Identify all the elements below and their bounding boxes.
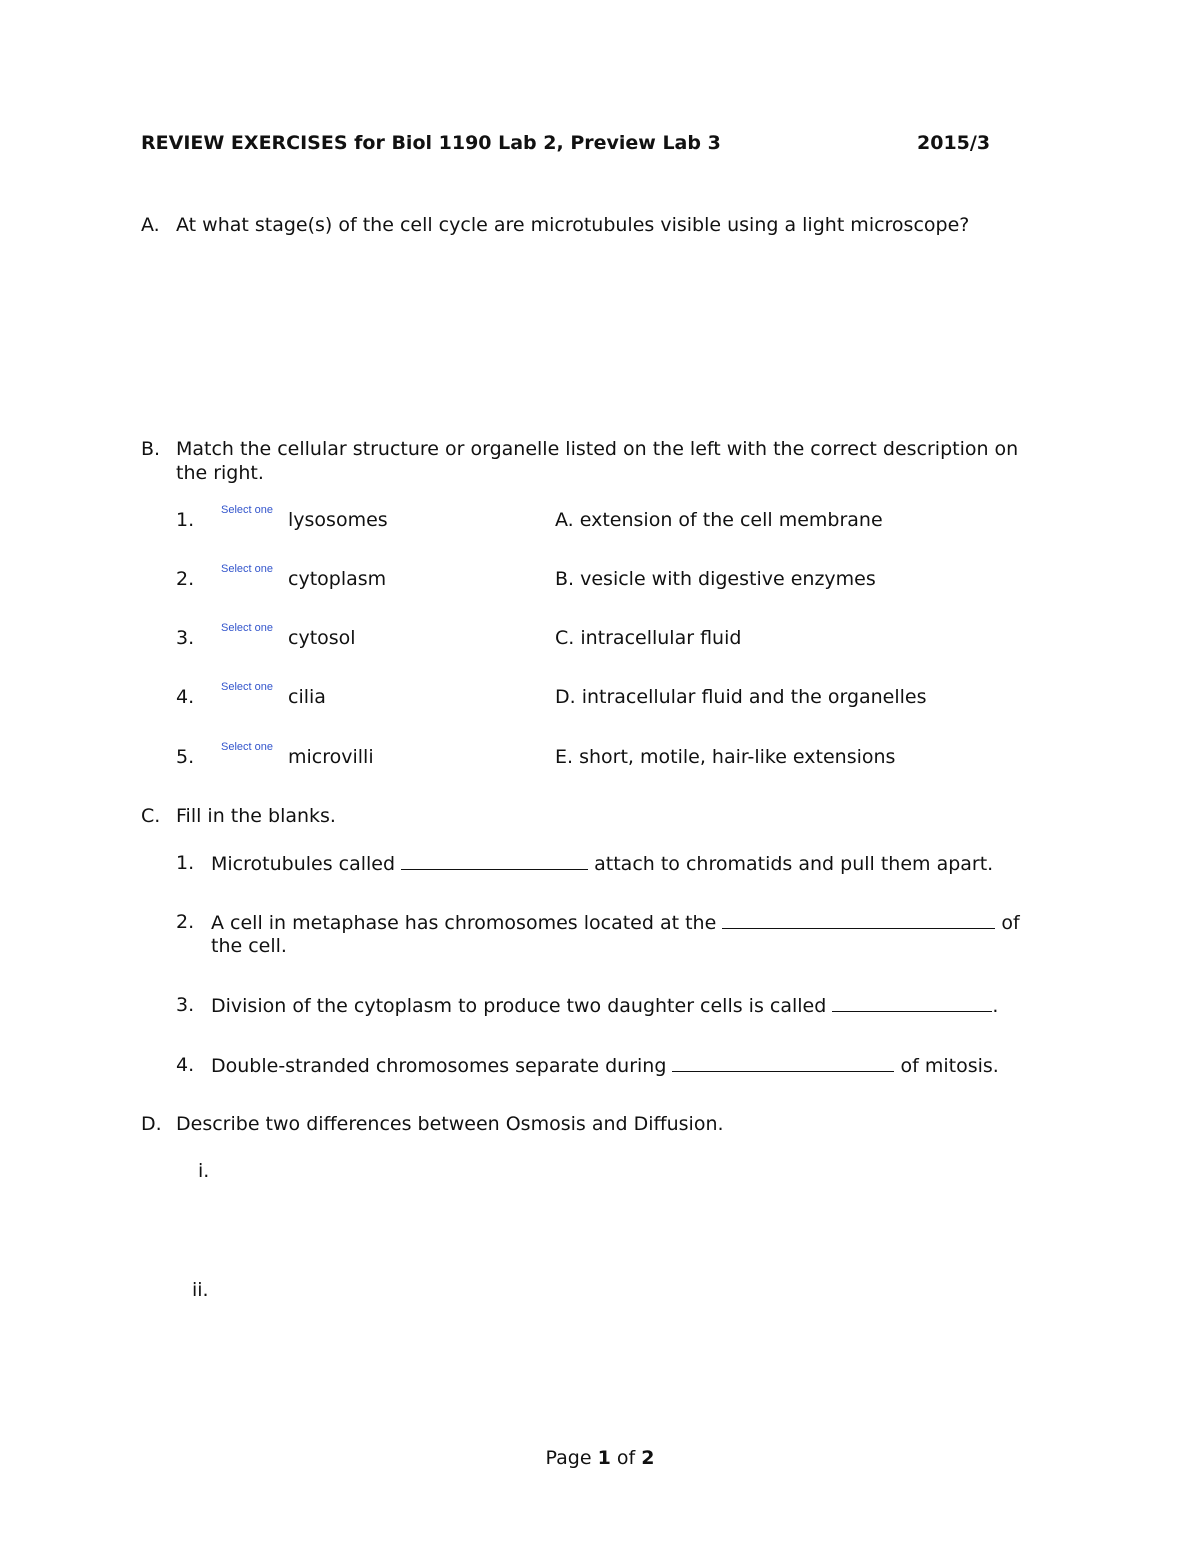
match-term: lysosomes — [288, 509, 388, 531]
answer-blank[interactable] — [401, 851, 588, 870]
page-number — [0, 1446, 1200, 1470]
select-one-dropdown[interactable]: Select one — [221, 504, 273, 516]
select-one-dropdown[interactable]: Select one — [221, 741, 273, 753]
match-term: cilia — [288, 686, 326, 708]
page-word: Page — [545, 1447, 592, 1469]
fill-text: . — [992, 995, 999, 1017]
fill-text: Microtubules called — [211, 853, 396, 875]
date-label: 2015/3 — [917, 132, 991, 154]
select-one-dropdown[interactable]: Select one — [221, 681, 273, 693]
match-item-number: 2. — [176, 568, 195, 590]
section-a-marker: A. — [141, 214, 160, 236]
match-description: D. intracellular fluid and the organelles — [555, 686, 927, 708]
section-b-instruction: Match the cellular structure or organelle listed on the left with the correct description on — [176, 438, 1019, 460]
answer-blank[interactable] — [672, 1053, 894, 1072]
match-description: E. short, motile, hair-like extensions — [555, 746, 896, 768]
answer-blank[interactable] — [832, 993, 992, 1012]
fill-item-number: 3. — [176, 994, 195, 1016]
fill-text-cont: the cell. — [211, 935, 287, 957]
section-d-instruction: Describe two differences between Osmosis and Diffusion. — [176, 1113, 724, 1135]
fill-text: Division of the cytoplasm to produce two daughter cells is called — [211, 995, 827, 1017]
fill-text: of mitosis. — [900, 1055, 999, 1077]
answer-blank[interactable] — [722, 910, 995, 929]
page-title: REVIEW EXERCISES for Biol 1190 Lab 2, Preview Lab 3 — [141, 132, 721, 154]
fill-text: A cell in metaphase has chromosomes located at the — [211, 912, 717, 934]
section-a-question: At what stage(s) of the cell cycle are microtubules visible using a light microscope? — [176, 214, 970, 236]
fill-item-number: 2. — [176, 911, 195, 933]
fill-text: of — [1001, 912, 1020, 934]
section-c-marker: C. — [141, 805, 161, 827]
match-description: C. intracellular fluid — [555, 627, 742, 649]
select-one-dropdown[interactable]: Select one — [221, 563, 273, 575]
fill-question — [211, 910, 1020, 935]
match-term: cytosol — [288, 627, 356, 649]
fill-item-number: 1. — [176, 852, 195, 874]
match-term: cytoplasm — [288, 568, 387, 590]
fill-text: Double-stranded chromosomes separate during — [211, 1055, 667, 1077]
match-item-number: 4. — [176, 686, 195, 708]
answer-item-marker: ii. — [192, 1279, 209, 1301]
fill-question — [211, 993, 998, 1018]
section-b-marker: B. — [141, 438, 161, 460]
match-description: A. extension of the cell membrane — [555, 509, 883, 531]
section-b-instruction-cont: the right. — [176, 462, 264, 484]
section-d-marker: D. — [141, 1113, 162, 1135]
of-word: of — [616, 1447, 636, 1469]
match-description: B. vesicle with digestive enzymes — [555, 568, 876, 590]
match-item-number: 1. — [176, 509, 195, 531]
fill-text: attach to chromatids and pull them apart. — [594, 853, 994, 875]
fill-question — [211, 1053, 999, 1078]
total-pages: 2 — [641, 1447, 655, 1469]
section-c-instruction: Fill in the blanks. — [176, 805, 336, 827]
match-item-number: 3. — [176, 627, 195, 649]
match-term: microvilli — [288, 746, 374, 768]
select-one-dropdown[interactable]: Select one — [221, 622, 273, 634]
current-page: 1 — [597, 1447, 611, 1469]
match-item-number: 5. — [176, 746, 195, 768]
fill-question — [211, 851, 993, 876]
answer-item-marker: i. — [198, 1160, 210, 1182]
fill-item-number: 4. — [176, 1054, 195, 1076]
